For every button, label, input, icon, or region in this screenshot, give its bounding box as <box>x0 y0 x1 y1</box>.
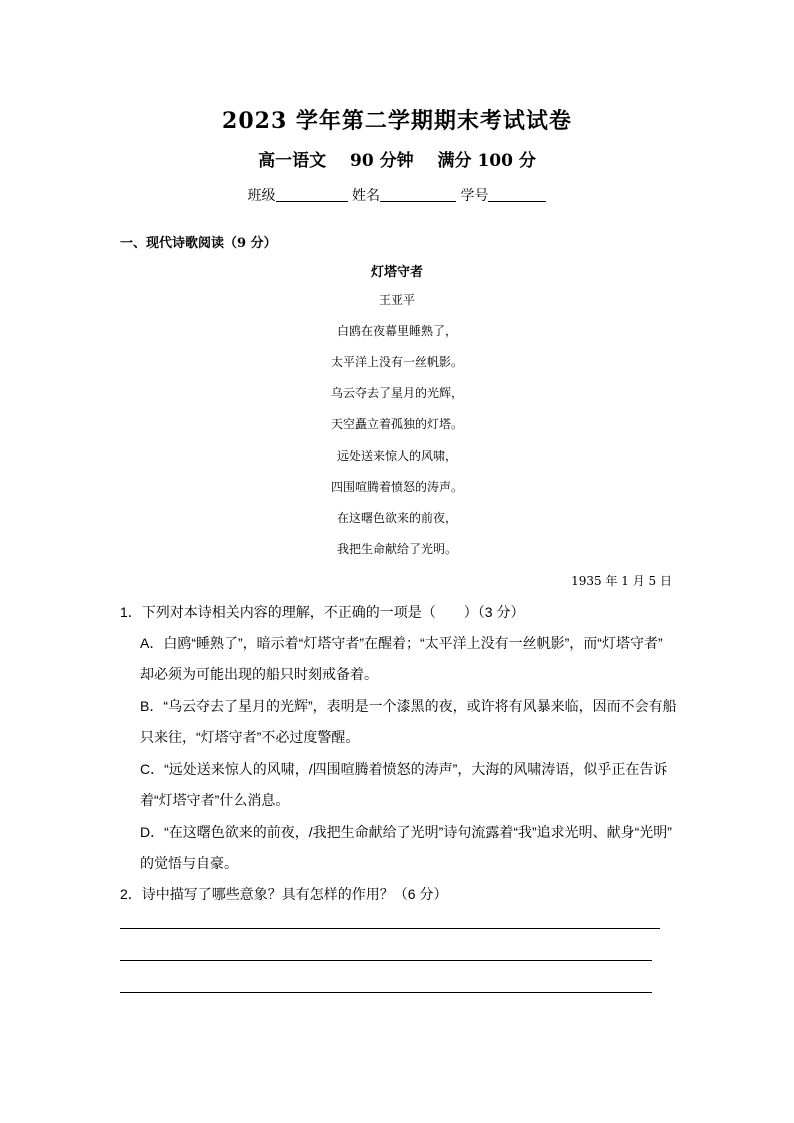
id-blank[interactable] <box>488 187 546 202</box>
poem-line: 白鸥在夜幕里睡熟了， <box>336 324 457 338</box>
option-d-line-1: D．“在这曙色欲来的前夜，/我把生命献给了光明”诗句流露着“我”追求光明、献身“光明” <box>140 824 672 840</box>
option-c-line-1: C．“远处送来惊人的风啸，/四围喧腾着愤怒的涛声”，大海的风啸涛语，似乎正在告诉 <box>140 761 668 777</box>
section-heading: 一、现代诗歌阅读（9 分） <box>120 236 277 251</box>
student-info <box>0 185 794 205</box>
poem-line: 天空矗立着孤独的灯塔。 <box>330 417 463 431</box>
poem-line: 乌云夺去了星月的光辉， <box>330 386 463 400</box>
duration: 90 分钟 <box>350 151 414 171</box>
answer-line[interactable] <box>120 960 652 961</box>
id-label: 学号 <box>460 188 489 204</box>
answer-line[interactable] <box>120 928 660 929</box>
class-label: 班级 <box>247 188 276 204</box>
poem-line: 四围喧腾着愤怒的涛声。 <box>330 480 463 494</box>
question-1-stem: 1．下列对本诗相关内容的理解，不正确的一项是（ ）（3 分） <box>120 604 525 620</box>
answer-line[interactable] <box>120 992 652 993</box>
exam-subtitle <box>0 146 794 171</box>
option-c-line-2: 着“灯塔守者”什么消息。 <box>140 792 290 808</box>
option-b-line-1: B．“乌云夺去了星月的光辉”，表明是一个漆黑的夜，或许将有风暴来临，因而不会有船 <box>140 698 677 714</box>
exam-title: 2023 学年第二学期期末考试试卷 <box>222 108 572 134</box>
poem-line: 太平洋上没有一丝帆影。 <box>330 355 463 369</box>
poem-title: 灯塔守者 <box>370 265 423 280</box>
poem-date: 1935 年 1 月 5 日 <box>571 574 672 588</box>
option-d-line-2: 的觉悟与自豪。 <box>140 855 238 871</box>
subject: 高一语文 <box>258 151 327 171</box>
full-score: 满分 100 分 <box>437 151 536 171</box>
poem-line: 我把生命献给了光明。 <box>336 542 457 556</box>
option-b-line-2: 只来往，“灯塔守者”不必过度警醒。 <box>140 729 360 745</box>
poem-line: 在这曙色欲来的前夜， <box>336 511 457 525</box>
name-blank[interactable] <box>380 187 456 202</box>
option-a-line-1: A．白鸥“睡熟了”，暗示着“灯塔守者”在醒着；“太平洋上没有一丝帆影”，而“灯塔守者” <box>140 635 663 651</box>
class-blank[interactable] <box>276 187 348 202</box>
option-a-line-2: 却必须为可能出现的船只时刻戒备着。 <box>140 666 378 682</box>
name-label: 姓名 <box>352 188 380 204</box>
question-2-stem: 2．诗中描写了哪些意象？具有怎样的作用？（6 分） <box>120 886 448 902</box>
poem-author: 王亚平 <box>378 293 415 307</box>
poem-line: 远处送来惊人的风啸， <box>336 449 457 463</box>
